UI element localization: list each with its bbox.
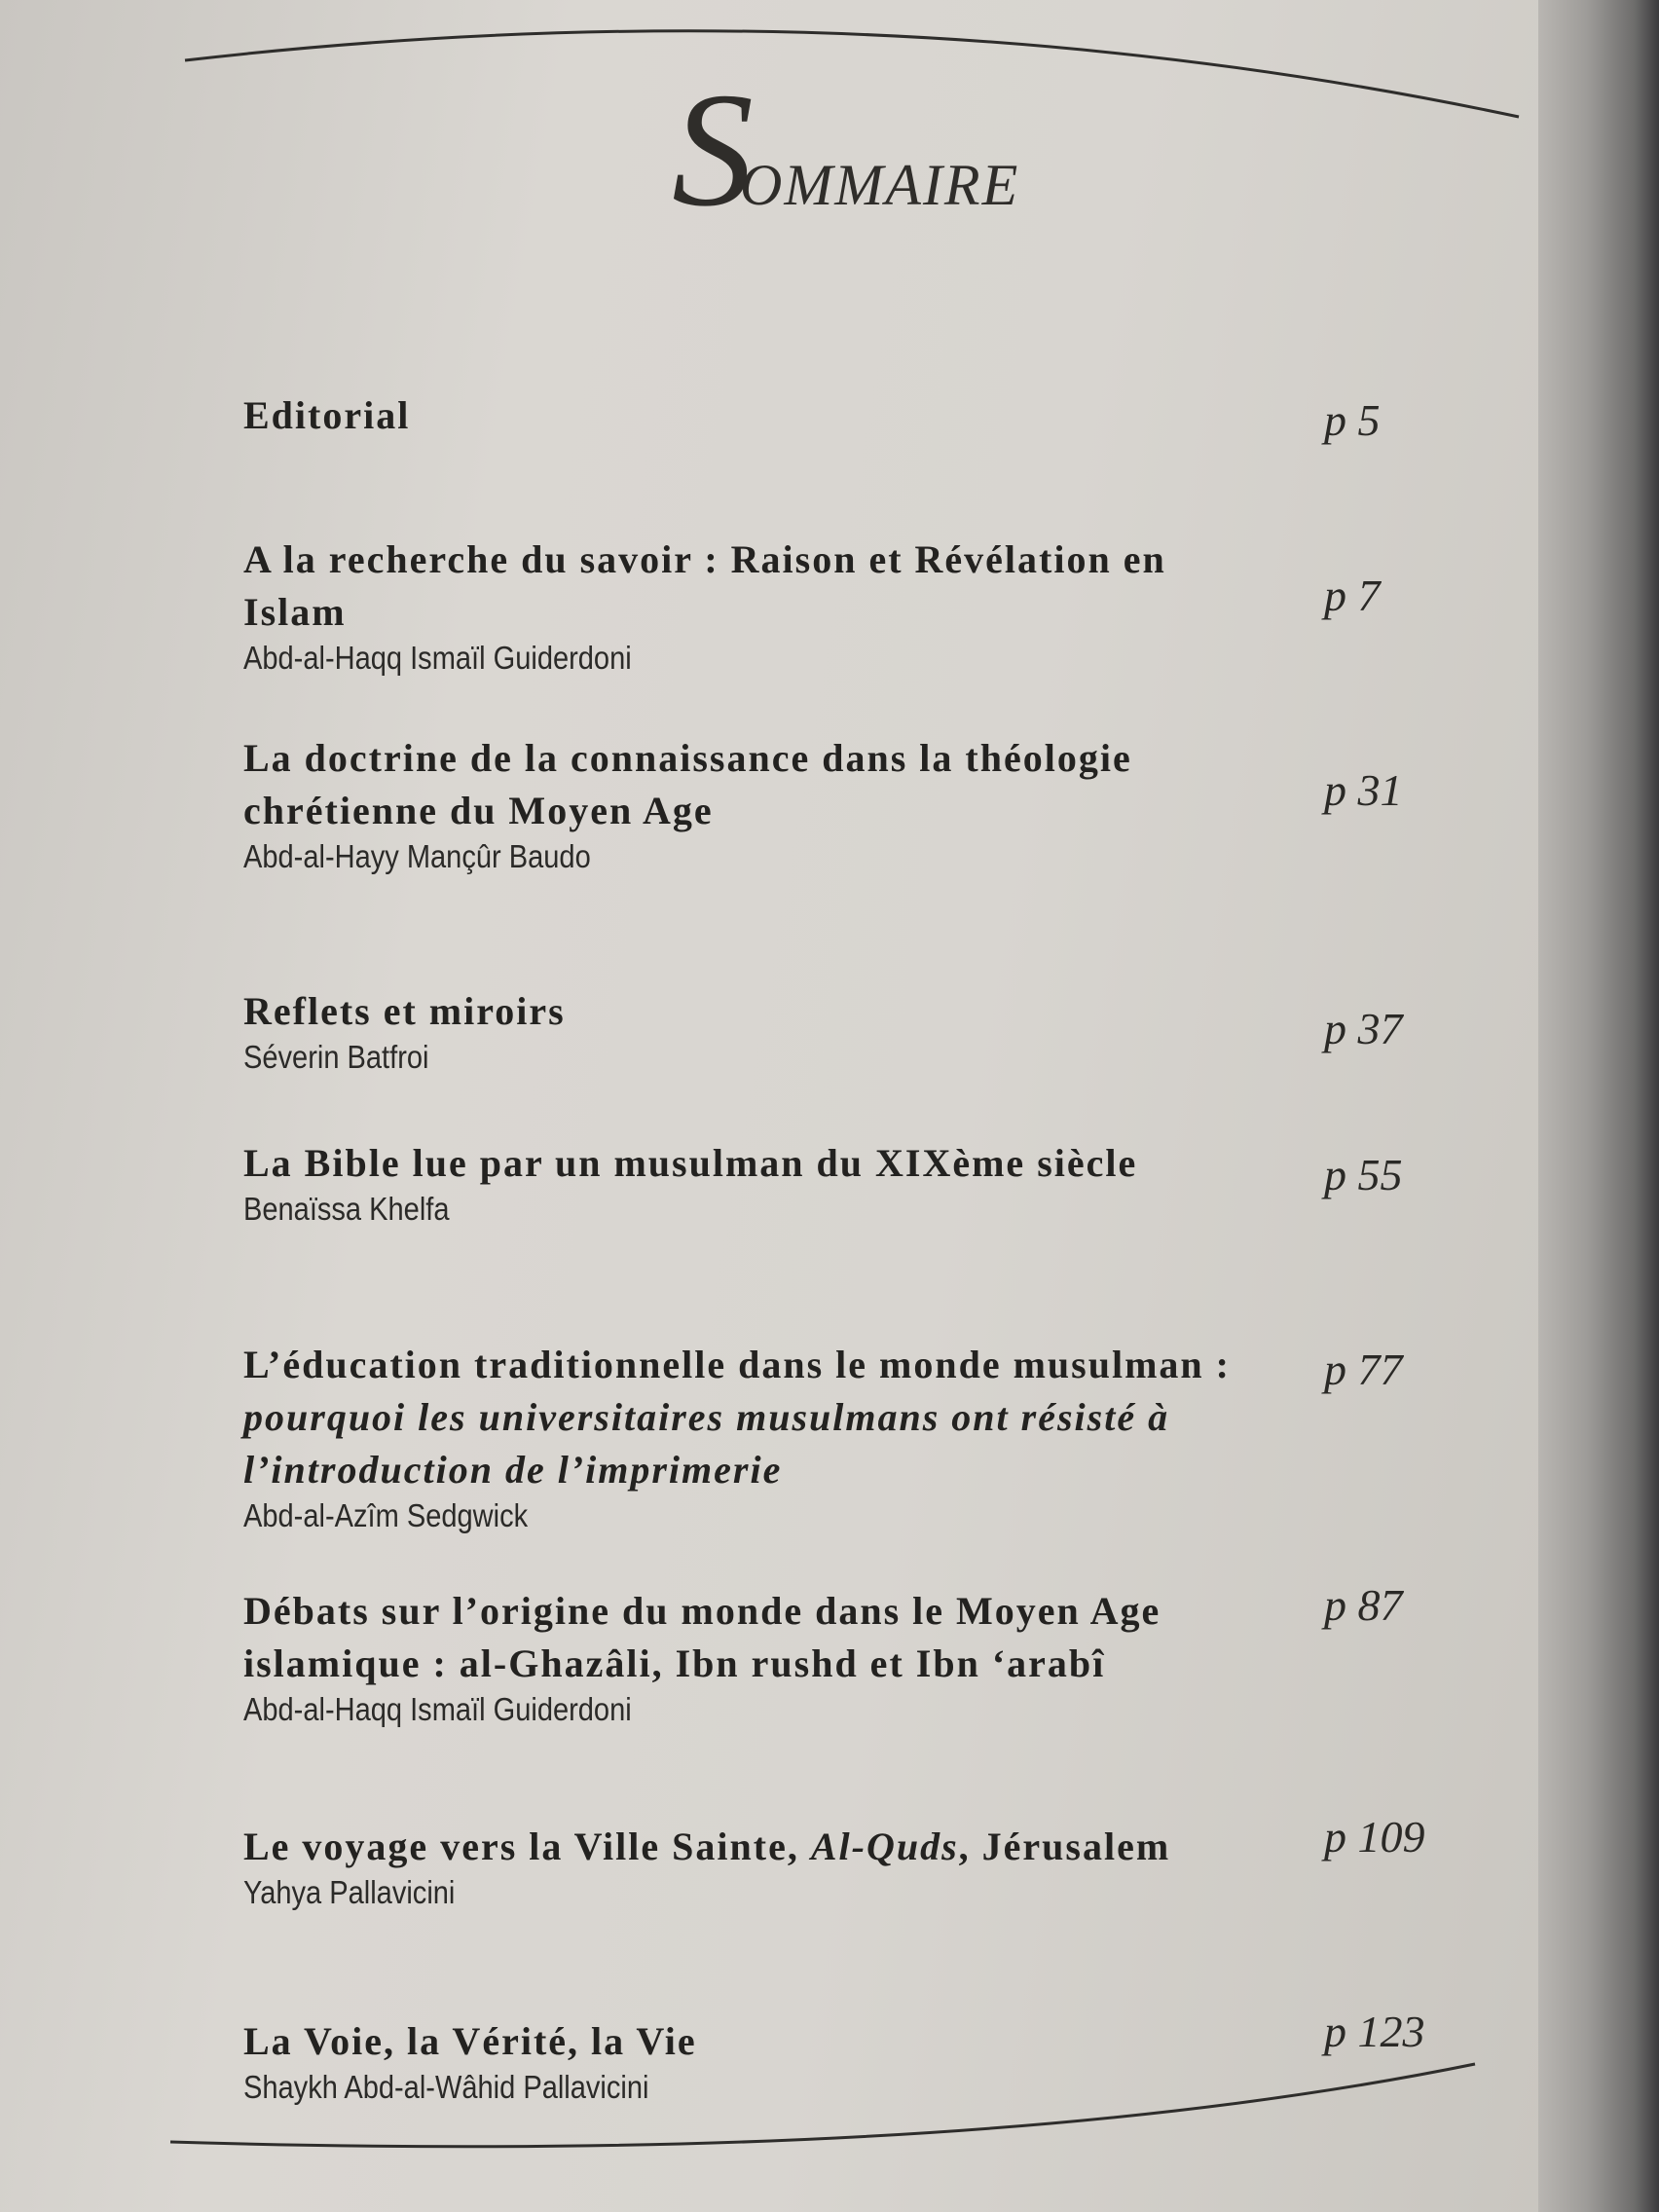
entry-title: Reflets et miroirs	[243, 989, 566, 1033]
entry-author: Abd-al-Azîm Sedgwick	[243, 1497, 529, 1533]
entry-subtitle: pourquoi les universitaires musulmans ont résisté à l’introduction de l’imprimerie	[243, 1395, 1170, 1492]
entry-title-bold: Le voyage vers la Ville Sainte,	[243, 1825, 811, 1868]
title-initial: S	[672, 59, 754, 240]
entry-author: Abd-al-Hayy Mançûr Baudo	[243, 838, 591, 874]
page-number: p 87	[1324, 1580, 1403, 1630]
toc-entry[interactable]	[243, 732, 1236, 876]
entry-title-italic: Al-Quds	[810, 1825, 959, 1868]
page-title	[672, 59, 1033, 240]
title-rest: OMMAIRE	[740, 153, 1020, 217]
entry-title-bold: L’éducation traditionnelle dans le monde musulman :	[243, 1343, 1231, 1386]
page-number: p 37	[1324, 1004, 1403, 1053]
toc-entry[interactable]	[243, 985, 1236, 1077]
page-number: p 31	[1324, 765, 1403, 815]
entry-title: La Voie, la Vérité, la Vie	[243, 2019, 697, 2063]
entry-title: La doctrine de la connaissance dans la théologie chrétienne du Moyen Age	[243, 736, 1132, 832]
toc-entry[interactable]	[243, 1821, 1236, 1912]
entry-author: Yahya Pallavicini	[243, 1874, 456, 1910]
entry-title: Editorial	[243, 393, 411, 437]
entry-author: Shaykh Abd-al-Wâhid Pallavicini	[243, 2069, 649, 2105]
toc-entry[interactable]	[243, 389, 1236, 442]
toc-entry[interactable]	[243, 2015, 1236, 2107]
entry-title: Débats sur l’origine du monde dans le Moyen Age islamique : al-Ghazâli, Ibn rushd et Ibn ‘arabî	[243, 1589, 1161, 1685]
entry-author: Séverin Batfroi	[243, 1039, 429, 1075]
page-number: p 77	[1324, 1345, 1403, 1394]
entry-title: La Bible lue par un musulman du XIXème siècle	[243, 1141, 1138, 1185]
page-number: p 55	[1324, 1150, 1403, 1199]
toc-entry[interactable]	[243, 1585, 1236, 1729]
entry-author: Benaïssa Khelfa	[243, 1191, 450, 1227]
toc-entry[interactable]	[243, 1339, 1236, 1535]
entry-title: A la recherche du savoir : Raison et Révélation en Islam	[243, 537, 1166, 634]
entry-author: Abd-al-Haqq Ismaïl Guiderdoni	[243, 640, 632, 676]
entry-title	[243, 1821, 1236, 1873]
page-number: p 123	[1324, 2007, 1425, 2056]
toc-entry[interactable]	[243, 534, 1236, 678]
entry-author: Abd-al-Haqq Ismaïl Guiderdoni	[243, 1691, 632, 1727]
page-number: p 109	[1324, 1812, 1425, 1862]
entry-title	[243, 1339, 1236, 1496]
toc-entry[interactable]	[243, 1137, 1236, 1229]
entry-title-bold-after: , Jérusalem	[958, 1825, 1171, 1868]
page-number: p 7	[1324, 571, 1381, 620]
page-number: p 5	[1324, 395, 1381, 445]
